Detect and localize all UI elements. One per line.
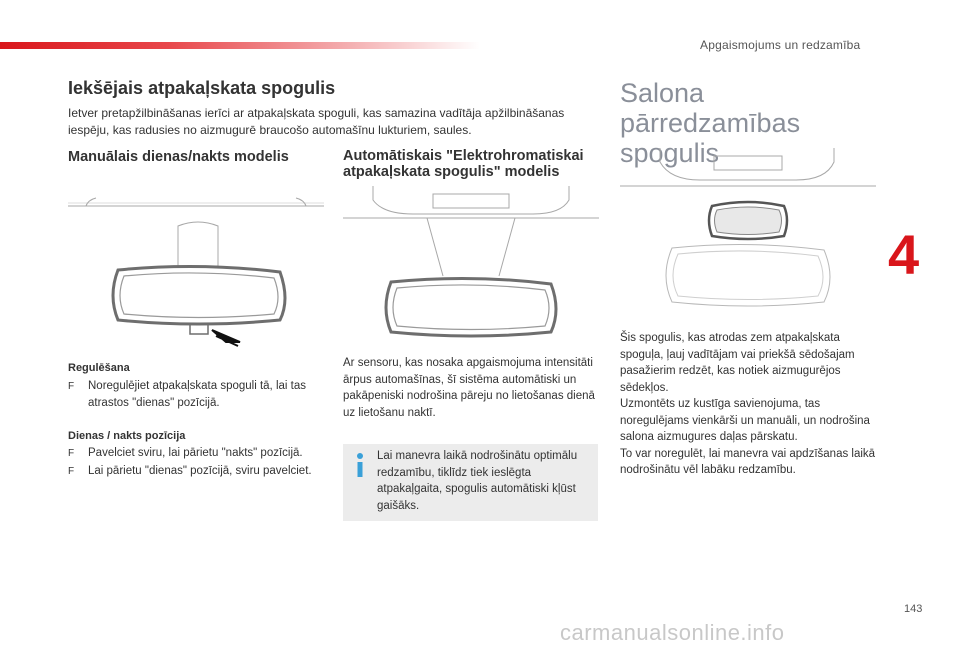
sidebar-paragraph: Šis spogulis, kas atrodas zem atpakaļskata spoguļa, ļauj vadītājam vai priekšā sēdošajam pasažierim redzēt, kas notiek aizmugurējos sēdekļos. [620,332,855,394]
list-item [68,463,326,481]
list-item-text: Lai pārietu "dienas" pozīcijā, sviru pavelciet. [88,464,312,477]
chapter-number: 4 [888,223,920,286]
page-title: Iekšējais atpakaļskata spogulis [68,78,336,98]
intro-text: Ietver pretapžilbināšanas ierīci ar atpakaļskata spoguli, kas samazina vadītāja apžilbināšanas iespēju, kas radusies no aizmugurē braucošo automašīnu lukturiem, saules. [68,106,565,137]
sidebar-title: Salona pārredzamības spogulis [620,78,801,168]
list-item-text: Pavelciet sviru, lai pārietu "nakts" pozīcijā. [88,447,303,459]
bullet-icon: F [68,381,75,392]
sidebar-paragraph: To var noregulēt, lai manevra vai apdzīšanas laikā nodrošinātu vēl labāku redzamību. [620,447,876,476]
info-icon [352,452,368,478]
manual-model-heading: Manuālais dienas/nakts modelis [68,149,289,165]
sidebar-text [620,330,878,479]
auto-body-text: Ar sensoru, kas nosaka apgaismojuma intensitāti ārpus automašīnas, šī sistēma automātiski un pakāpeniski nodrošina pāreju no lietošanas dienā uz lietošanu naktī. [343,357,595,419]
page-number: 143 [904,603,923,615]
bullet-icon: F [68,465,75,477]
manual-mirror-illustration [68,190,324,350]
watermark: carmanualsonline.info [560,620,785,645]
day-night-section [68,430,326,480]
adjustment-heading: Regulēšana [68,362,130,374]
auto-model-heading: Automātiskais "Elektrohromatiskai atpakaļskata spogulis" modelis [343,148,584,180]
cabin-mirror-illustration [620,148,876,313]
list-item-text: Noregulējiet atpakaļskata spoguli tā, lai tas atrastos "dienas" pozīcijā. [88,380,306,409]
day-night-heading: Dienas / nakts pozīcija [68,430,186,442]
bullet-icon: F [68,448,75,459]
info-text: Lai manevra laikā nodrošinātu optimālu redzamību, tiklīdz tiek ieslēgta atpakaļgaita, spogulis automātiski kļūst gaišāks. [377,450,578,512]
auto-mirror-illustration [343,186,599,346]
list-item [68,378,326,411]
header-accent-bar [0,42,480,49]
section-title: Apgaismojums un redzamība [700,38,861,52]
list-item [68,445,326,463]
sidebar-paragraph: Uzmontēts uz kustīga savienojuma, tas noregulējams vienkārši un manuāli, un nodrošina salona aizmugures daļas pārskatu. [620,398,870,443]
adjustment-section [68,362,326,411]
